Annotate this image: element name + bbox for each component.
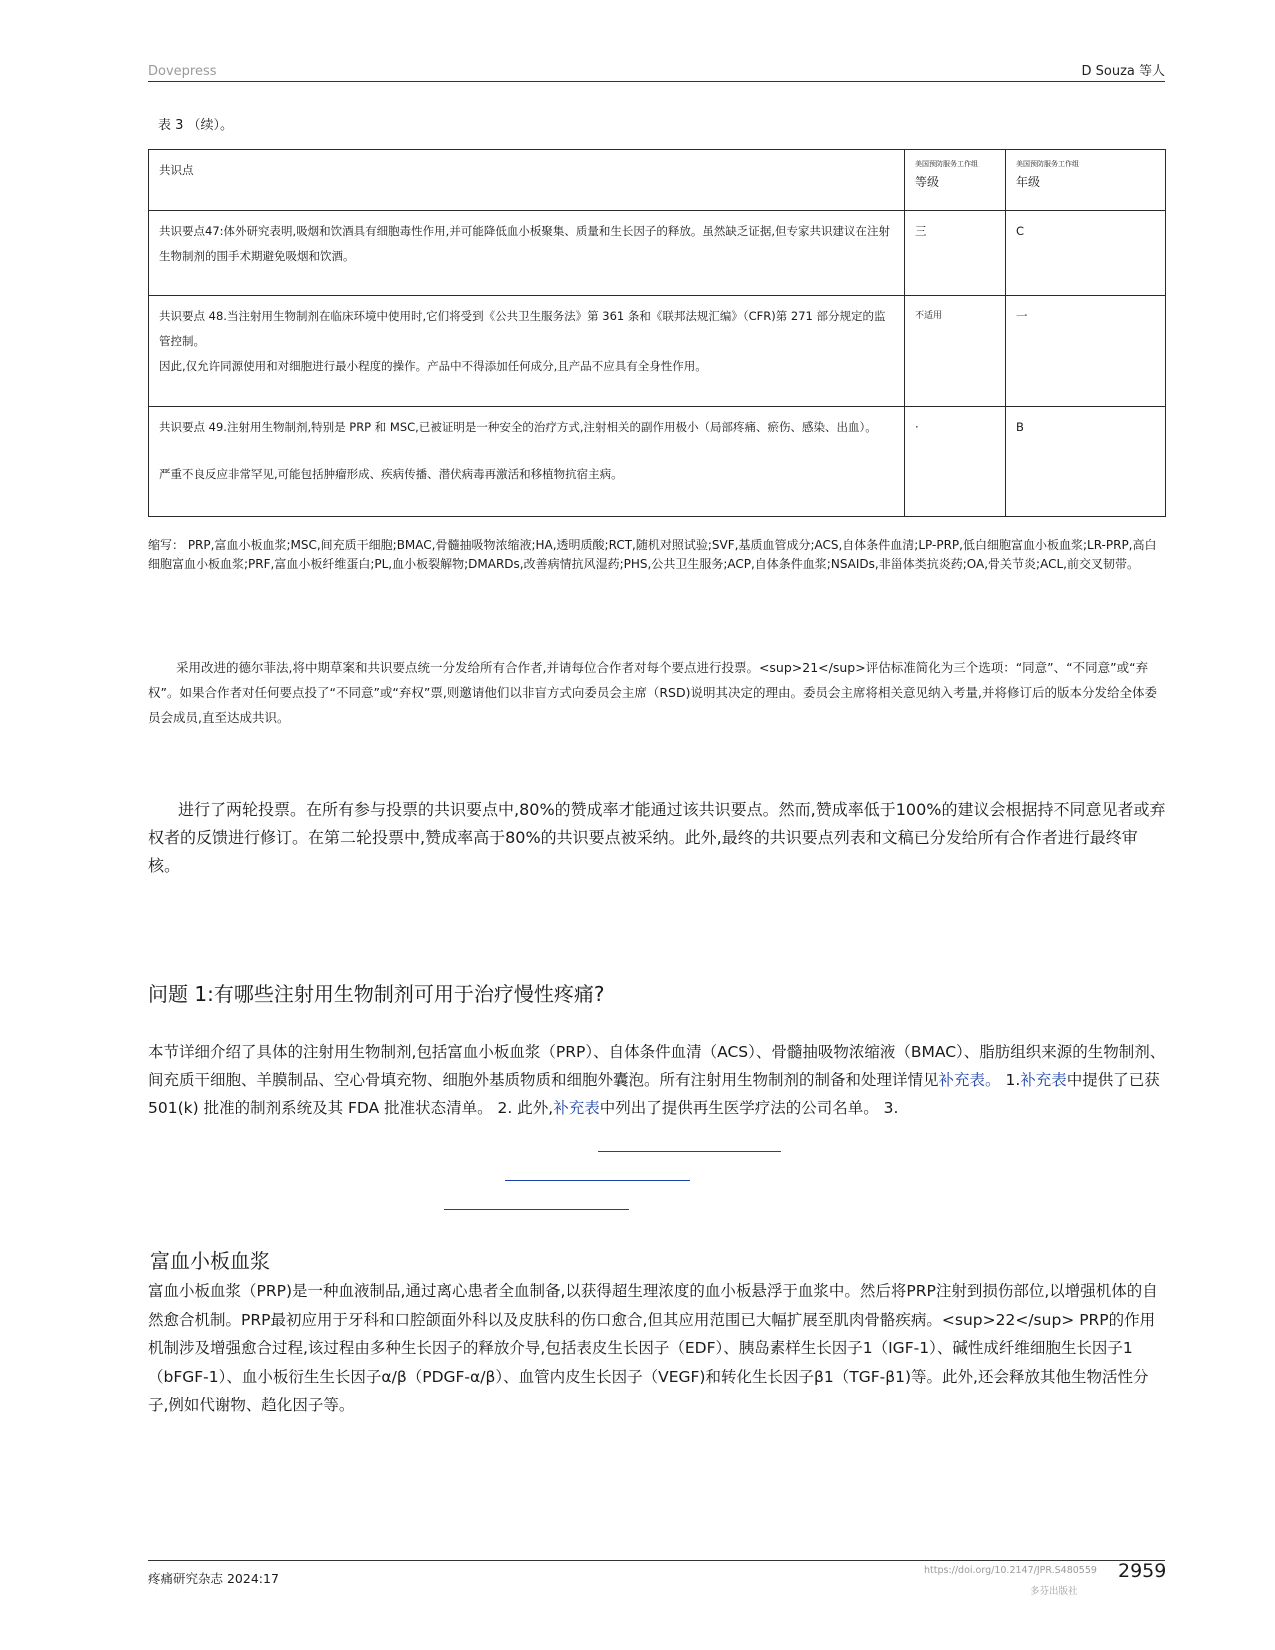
link-underline — [505, 1180, 690, 1181]
table-row — [149, 296, 1166, 407]
footer-doi-link[interactable]: https://doi.org/10.2147/JPR.S480559 — [924, 1565, 1097, 1576]
paragraph-voting-text: 进行了两轮投票。在所有参与投票的共识要点中,80%的赞成率才能通过该共识要点。然而,赞成率低于100%的建议会根据持不同意见者或弃权者的反馈进行修订。在第二轮投票中,赞成率高于80%的共识要点被采纳。此外,最终的共识要点列表和文稿已分发给所有合作者进行最终审核。 — [148, 800, 1166, 875]
header-rule — [148, 81, 1165, 82]
section-heading-prp: 富血小板血浆 — [150, 1249, 270, 1273]
paragraph-biologics-overview — [148, 1038, 1166, 1122]
header-level: 等级 — [915, 175, 940, 189]
level-cell: 不适用 — [905, 296, 1006, 407]
consensus-48-text: 共识要点 48.当注射用生物制剂在临床环境中使用时,它们将受到《公共卫生服务法》第 361 条和《联邦法规汇编》（CFR)第 271 部分规定的监管控制。 — [159, 309, 886, 348]
consensus-49-text: 共识要点 49.注射用生物制剂,特别是 PRP 和 MSC,已被证明是一种安全的治疗方式,注射相关的副作用极小（局部疼痛、瘀伤、感染、出血）。 — [159, 420, 877, 434]
journal-header: Dovepress — [148, 64, 217, 79]
header-uspstf-label-2: 美国预防服务工作组 — [1016, 160, 1079, 168]
grade-cell: C — [1006, 211, 1166, 296]
table-row — [149, 407, 1166, 517]
consensus-text-cell — [149, 211, 905, 296]
question-1-heading: 问题 1:有哪些注射用生物制剂可用于治疗慢性疼痛? — [148, 982, 605, 1006]
link-underline — [598, 1151, 781, 1152]
table-header-row — [149, 150, 1166, 211]
overview-text-a: 本节详细介绍了具体的注射用生物制剂,包括富血小板血浆（PRP）、自体条件血清（ACS）、骨髓抽吸物浓缩液（BMAC）、脂肪组织来源的生物制剂、间充质干细胞、羊膜制品、空心骨填充物、细胞外基质物质和细胞外囊泡。所有注射用生物制剂的制备和处理详情见 — [148, 1043, 1166, 1089]
footer-journal: 疼痛研究杂志 2024:17 — [148, 1571, 279, 1586]
table-caption: 表 3 （续）。 — [158, 118, 234, 133]
footer-publisher: 多芬出版社 — [1030, 1586, 1078, 1597]
header-consensus-point: 共识点 — [149, 150, 905, 211]
table-abbreviations: 缩写： PRP,富血小板血浆;MSC,间充质干细胞;BMAC,骨髓抽吸物浓缩液;HA,透明质酸;RCT,随机对照试验;SVF,基质血管成分;ACS,自体条件血清;LP-PRP,低白细胞富血小板血浆;LR-PRP,高白细胞富血小板血浆;PRF,富血小板纤维蛋白;PL,血小板裂解物;DMARDs,改善病情抗风湿药;PHS,公共卫生服务;ACP,自体条件血浆;NSAIDs,非甾体类抗炎药;OA,骨关节炎;ACL,前交叉韧带。 — [148, 538, 1157, 571]
level-cell: · — [905, 407, 1006, 517]
supplementary-table-link-1[interactable]: 补充表。 — [938, 1071, 1001, 1089]
consensus-text-cell — [149, 296, 905, 407]
header-level-cell — [905, 150, 1006, 211]
consensus-text-cell — [149, 407, 905, 517]
paragraph-delphi-method — [148, 655, 1166, 730]
overview-text-d: 中列出了提供再生医学疗法的公司名单。 3. — [599, 1099, 899, 1117]
consensus-table — [148, 149, 1166, 517]
grade-cell: B — [1006, 407, 1166, 517]
supplementary-table-link-2[interactable]: 补充表 — [1020, 1071, 1067, 1089]
level-cell: 三 — [905, 211, 1006, 296]
grade-cell: 一 — [1006, 296, 1166, 407]
header-grade-cell — [1006, 150, 1166, 211]
page-number: 2959 — [1118, 1560, 1167, 1582]
supplementary-table-link-3[interactable]: 补充表 — [553, 1099, 600, 1117]
footer-rule — [148, 1560, 1165, 1561]
consensus-48-text-2: 因此,仅允许同源使用和对细胞进行最小程度的操作。产品中不得添加任何成分,且产品不应具有全身性作用。 — [159, 359, 707, 373]
table-row — [149, 211, 1166, 296]
header-uspstf-label: 美国预防服务工作组 — [915, 160, 978, 168]
overview-text-b: 1. — [1000, 1071, 1021, 1089]
overview-text-c: 中提供了已获 501(k) 批准的制剂系统及其 FDA 批准状态清单。 2. 此外, — [148, 1071, 1160, 1117]
paragraph-delphi-text: 采用改进的德尔菲法,将中期草案和共识要点统一分发给所有合作者,并请每位合作者对每个要点进行投票。<sup>21</sup>评估标准简化为三个选项：“同意”、“不同意”或“弃权”。如果合作者对任何要点投了“不同意”或“弃权”票,则邀请他们以非盲方式向委员会主席（RSD)说明其决定的理由。委员会主席将相关意见纳入考量,并将修订后的版本分发给全体委员会成员,直至达成共识。 — [148, 660, 1157, 725]
header-grade: 年级 — [1016, 175, 1041, 189]
authors-header: D Souza 等人 — [1081, 64, 1165, 79]
link-underline — [444, 1209, 629, 1210]
paragraph-voting-rounds — [148, 796, 1166, 880]
consensus-47-text: 共识要点47:体外研究表明,吸烟和饮酒具有细胞毒性作用,并可能降低血小板聚集、质量和生长因子的释放。虽然缺乏证据,但专家共识建议在注射生物制剂的围手术期避免吸烟和饮酒。 — [159, 224, 890, 263]
paragraph-prp: 富血小板血浆（PRP)是一种血液制品,通过离心患者全血制备,以获得超生理浓度的血小板悬浮于血浆中。然后将PRP注射到损伤部位,以增强机体的自然愈合机制。PRP最初应用于牙科和口腔颌面外科以及皮肤科的伤口愈合,但其应用范围已大幅扩展至肌肉骨骼疾病。<sup>22</sup> PRP的作用机制涉及增强愈合过程,该过程由多种生长因子的释放介导,包括表皮生长因子（EDF）、胰岛素样生长因子1（IGF-1）、碱性成纤维细胞生长因子1（bFGF-1）、血小板衍生生长因子α/β（PDGF-α/β）、血管内皮生长因子（VEGF)和转化生长因子β1（TGF-β1)等。此外,还会释放其他生物活性分子,例如代谢物、趋化因子等。 — [148, 1282, 1158, 1414]
consensus-49-text-2: 严重不良反应非常罕见,可能包括肿瘤形成、疾病传播、潜伏病毒再激活和移植物抗宿主病。 — [159, 467, 623, 481]
